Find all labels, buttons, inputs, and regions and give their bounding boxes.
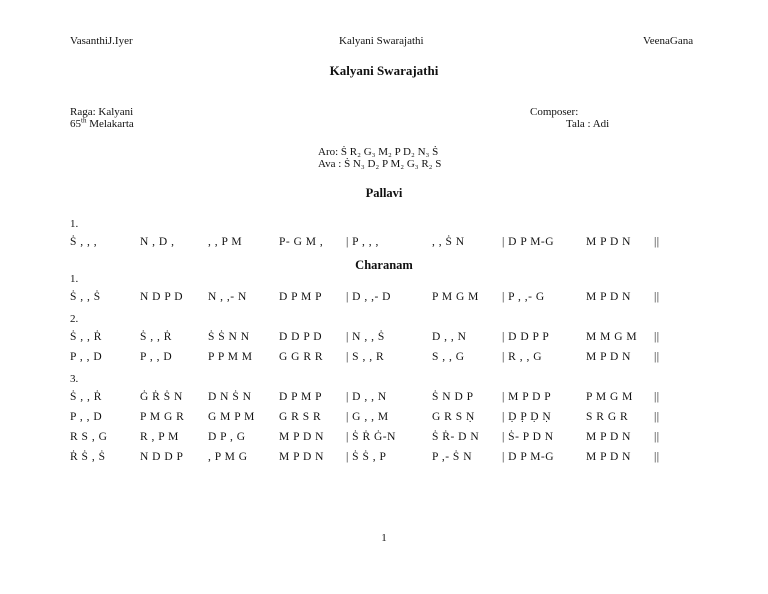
notation-cell: Ġ Ṙ Ṡ N — [140, 391, 183, 403]
notation-cell: M M G M — [586, 331, 638, 343]
charanam-line-number-2: 2. — [70, 313, 79, 325]
notation-cell: | G , , M — [346, 411, 389, 423]
notation-cell: Ṡ , , Ṙ — [140, 331, 172, 343]
header-song-title: Kalyani Swarajathi — [339, 35, 424, 47]
notation-cell: | S , , R — [346, 351, 385, 363]
notation-cell: , , Ṡ N — [432, 236, 465, 248]
notation-cell: N , ,- N — [208, 291, 247, 303]
notation-cell: Ṡ N D P — [432, 391, 474, 403]
notation-cell: Ṡ Ṡ N N — [208, 331, 250, 343]
notation-cell: M P D N — [586, 431, 631, 443]
notation-cell: | D P M-G — [502, 451, 555, 463]
notation-cell: | D D P P — [502, 331, 550, 343]
notation-cell: P P M M — [208, 351, 253, 363]
notation-cell: Ṡ , , Ṙ — [70, 331, 102, 343]
notation-end-bar: || — [654, 431, 660, 443]
notation-cell: | Ṡ Ṙ Ġ-N — [346, 431, 396, 443]
notation-cell: P M G R — [140, 411, 185, 423]
notation-cell: P , , D — [140, 351, 173, 363]
header-publisher: VeenaGana — [643, 35, 694, 47]
notation-cell: D , , N — [432, 331, 467, 343]
composer-label: Composer: — [530, 106, 579, 118]
notation-cell: | P , ,- G — [502, 291, 545, 303]
notation-cell: D N Ṡ N — [208, 391, 252, 403]
notation-end-bar: || — [654, 391, 660, 403]
notation-cell: D D P D — [279, 331, 323, 343]
notation-cell: P , , D — [70, 351, 103, 363]
charanam-line-number-1: 1. — [70, 273, 79, 285]
notation-cell: M P D N — [586, 451, 631, 463]
notation-cell: Ṡ Ṙ- D N — [432, 431, 480, 443]
notation-cell: | P , , , — [346, 236, 379, 248]
notation-cell: | N , , Ṡ — [346, 331, 385, 343]
notation-cell: M P D N — [586, 291, 631, 303]
notation-cell: , P M G — [208, 451, 248, 463]
notation-cell: N D P D — [140, 291, 184, 303]
notation-end-bar: || — [654, 331, 660, 343]
notation-end-bar: || — [654, 411, 660, 423]
notation-cell: M P D N — [279, 451, 324, 463]
page-number: 1 — [381, 532, 387, 544]
notation-cell: G R S R — [279, 411, 322, 423]
notation-cell: G M P M — [208, 411, 255, 423]
notation-end-bar: || — [654, 236, 660, 248]
charanam-line-number-3: 3. — [70, 373, 79, 385]
notation-cell: S R G R — [586, 411, 629, 423]
notation-cell: | D , ,- D — [346, 291, 391, 303]
melakarta-suffix: th — [81, 116, 87, 125]
notation-cell: , , P M — [208, 236, 243, 248]
melakarta-word: Melakarta — [86, 118, 134, 130]
notation-cell: G G R R — [279, 351, 324, 363]
notation-cell: G R S Ṇ — [432, 411, 475, 423]
notation-cell: | Ḍ P̣ Ḍ Ṇ — [502, 411, 552, 423]
notation-cell: P M G M — [432, 291, 479, 303]
notation-cell: N D D P — [140, 451, 184, 463]
raga-label: Raga: Kalyani — [70, 106, 134, 118]
notation-cell: P ,- Ṡ N — [432, 451, 472, 463]
header-author: VasanthiJ.Iyer — [70, 35, 133, 47]
notation-cell: D P , G — [208, 431, 246, 443]
tala-label: Tala : Adi — [566, 118, 610, 130]
notation-cell: | Ṡ- P D N — [502, 431, 554, 443]
avarohanam: Ava : Ṡ N₃ D₂ P M₂ G₃ R₂ S — [318, 158, 442, 170]
melakarta-number: 65 — [70, 118, 81, 130]
notation-cell: | D P M-G — [502, 236, 555, 248]
notation-cell: P , , D — [70, 411, 103, 423]
page-title: Kalyani Swarajathi — [329, 63, 439, 78]
notation-cell: Ṡ , , Ṡ — [70, 291, 101, 303]
notation-cell: D P M P — [279, 291, 323, 303]
notation-cell: N , D , — [140, 236, 175, 248]
notation-cell: P M G M — [586, 391, 633, 403]
notation-cell: M P D N — [586, 351, 631, 363]
notation-cell: S , , G — [432, 351, 465, 363]
notation-cell: | R , , G — [502, 351, 543, 363]
notation-cell: Ṡ , , , — [70, 236, 98, 248]
melakarta-label — [70, 118, 134, 130]
notation-cell: | D , , N — [346, 391, 387, 403]
notation-cell: M P D N — [586, 236, 631, 248]
notation-cell: Ṡ , , Ṙ — [70, 391, 102, 403]
notation-end-bar: || — [654, 351, 660, 363]
pallavi-line-number: 1. — [70, 218, 79, 230]
notation-cell: Ṙ Ṡ , Ṡ — [70, 451, 106, 463]
notation-cell: P- G M , — [279, 236, 324, 248]
pallavi-heading: Pallavi — [365, 186, 403, 200]
notation-end-bar: || — [654, 291, 660, 303]
notation-cell: D P M P — [279, 391, 323, 403]
notation-cell: M P D N — [279, 431, 324, 443]
arohanam: Aro: Ṡ R₂ G₃ M₂ P D₂ N₃ Ṡ — [318, 146, 439, 158]
charanam-heading: Charanam — [355, 258, 413, 272]
notation-end-bar: || — [654, 451, 660, 463]
notation-cell: R , P M — [140, 431, 179, 443]
notation-cell: | M P D P — [502, 391, 552, 403]
notation-cell: | Ṡ Ṡ , P — [346, 451, 387, 463]
notation-cell: R S , G — [70, 431, 108, 443]
